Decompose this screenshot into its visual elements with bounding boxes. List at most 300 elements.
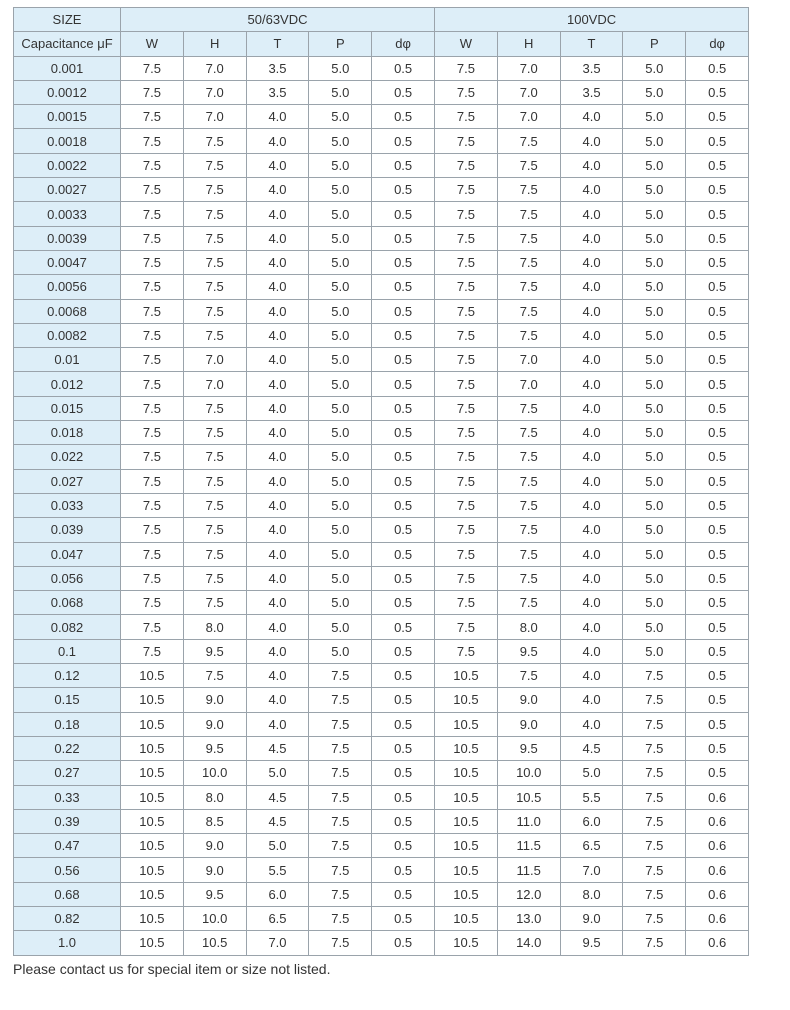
dimension-cell: 4.5	[246, 809, 309, 833]
dimension-cell: 10.5	[435, 761, 498, 785]
column-header-d: dφ	[686, 32, 749, 56]
dimension-cell: 7.5	[183, 202, 246, 226]
dimension-cell: 4.0	[246, 105, 309, 129]
dimension-cell: 4.0	[560, 542, 623, 566]
capacitance-cell: 0.068	[14, 591, 121, 615]
dimension-cell: 7.5	[497, 275, 560, 299]
table-row	[14, 591, 749, 615]
dimension-cell: 14.0	[497, 931, 560, 955]
dimension-cell: 0.5	[372, 834, 435, 858]
dimension-cell: 0.5	[686, 688, 749, 712]
dimension-cell: 7.5	[309, 834, 372, 858]
dimension-cell: 5.0	[309, 323, 372, 347]
dimension-cell: 4.0	[246, 153, 309, 177]
dimension-cell: 0.5	[372, 129, 435, 153]
dimension-cell: 0.5	[686, 299, 749, 323]
column-header-p: P	[623, 32, 686, 56]
dimension-cell: 0.5	[372, 299, 435, 323]
table-row	[14, 518, 749, 542]
dimension-cell: 0.5	[372, 639, 435, 663]
dimension-cell: 4.0	[560, 226, 623, 250]
capacitance-cell: 1.0	[14, 931, 121, 955]
dimension-cell: 4.5	[246, 785, 309, 809]
dimension-cell: 7.5	[623, 809, 686, 833]
dimension-cell: 9.0	[183, 834, 246, 858]
capacitance-cell: 0.056	[14, 566, 121, 590]
dimension-cell: 5.0	[309, 250, 372, 274]
capacitance-header: Capacitance μF	[14, 32, 121, 56]
dimension-cell: 7.5	[183, 421, 246, 445]
dimension-cell: 4.5	[246, 736, 309, 760]
dimension-cell: 0.5	[686, 153, 749, 177]
dimension-cell: 0.5	[686, 445, 749, 469]
dimension-cell: 7.5	[121, 178, 184, 202]
dimension-cell: 0.5	[372, 591, 435, 615]
dimension-cell: 9.5	[497, 639, 560, 663]
dimension-cell: 7.5	[183, 250, 246, 274]
dimension-cell: 7.5	[183, 275, 246, 299]
dimension-cell: 0.5	[686, 348, 749, 372]
dimension-cell: 5.0	[309, 80, 372, 104]
dimension-cell: 7.5	[121, 591, 184, 615]
table-row	[14, 469, 749, 493]
dimension-cell: 0.6	[686, 858, 749, 882]
dimension-cell: 10.5	[121, 858, 184, 882]
dimension-cell: 5.0	[623, 275, 686, 299]
dimension-cell: 4.0	[560, 566, 623, 590]
dimension-cell: 4.0	[246, 129, 309, 153]
dimension-cell: 7.5	[435, 566, 498, 590]
capacitance-cell: 0.27	[14, 761, 121, 785]
capacitance-cell: 0.0027	[14, 178, 121, 202]
table-row	[14, 882, 749, 906]
dimension-cell: 8.0	[560, 882, 623, 906]
dimension-cell: 10.5	[435, 858, 498, 882]
dimension-cell: 5.0	[560, 761, 623, 785]
dimension-cell: 7.5	[309, 736, 372, 760]
dimension-cell: 7.5	[121, 372, 184, 396]
table-row	[14, 615, 749, 639]
dimension-cell: 7.0	[497, 80, 560, 104]
dimension-cell: 5.0	[623, 615, 686, 639]
dimension-cell: 0.5	[372, 372, 435, 396]
dimension-cell: 5.0	[309, 615, 372, 639]
dimension-cell: 4.0	[246, 372, 309, 396]
dimension-cell: 7.5	[497, 299, 560, 323]
dimension-cell: 5.0	[623, 105, 686, 129]
dimension-cell: 5.0	[623, 202, 686, 226]
dimension-cell: 4.0	[560, 664, 623, 688]
dimension-cell: 7.0	[497, 105, 560, 129]
dimension-cell: 0.5	[372, 445, 435, 469]
dimension-cell: 0.5	[686, 105, 749, 129]
dimension-cell: 0.5	[372, 736, 435, 760]
dimension-cell: 7.5	[121, 493, 184, 517]
column-header-w: W	[121, 32, 184, 56]
dimension-cell: 10.5	[121, 931, 184, 955]
dimension-cell: 5.0	[309, 591, 372, 615]
dimension-cell: 7.5	[121, 56, 184, 80]
dimension-cell: 7.5	[183, 518, 246, 542]
dimension-cell: 7.5	[497, 445, 560, 469]
table-row	[14, 178, 749, 202]
dimension-cell: 7.5	[623, 736, 686, 760]
dimension-cell: 5.0	[623, 226, 686, 250]
dimension-cell: 0.5	[372, 664, 435, 688]
column-header-d: dφ	[372, 32, 435, 56]
table-row	[14, 80, 749, 104]
dimension-cell: 7.5	[435, 591, 498, 615]
dimension-cell: 7.0	[497, 56, 560, 80]
dimension-cell: 7.5	[183, 226, 246, 250]
dimension-cell: 0.5	[372, 226, 435, 250]
dimension-cell: 7.5	[121, 250, 184, 274]
dimension-cell: 5.0	[309, 493, 372, 517]
dimension-cell: 4.0	[560, 639, 623, 663]
dimension-cell: 5.0	[309, 372, 372, 396]
dimension-cell: 0.5	[372, 323, 435, 347]
dimension-cell: 0.5	[372, 858, 435, 882]
dimension-cell: 0.5	[686, 542, 749, 566]
dimension-cell: 4.0	[560, 445, 623, 469]
dimension-cell: 5.0	[309, 542, 372, 566]
capacitance-cell: 0.47	[14, 834, 121, 858]
capacitance-cell: 0.0047	[14, 250, 121, 274]
dimension-cell: 9.0	[183, 712, 246, 736]
dimension-cell: 7.5	[435, 178, 498, 202]
dimension-cell: 4.0	[560, 615, 623, 639]
dimension-cell: 7.5	[121, 129, 184, 153]
dimension-cell: 5.0	[309, 348, 372, 372]
dimension-cell: 5.0	[623, 372, 686, 396]
dimension-cell: 7.0	[183, 372, 246, 396]
dimension-cell: 5.0	[623, 250, 686, 274]
dimension-cell: 7.5	[121, 639, 184, 663]
column-header-t: T	[560, 32, 623, 56]
dimension-cell: 7.5	[435, 615, 498, 639]
dimension-cell: 7.5	[497, 396, 560, 420]
dimension-cell: 0.5	[372, 396, 435, 420]
dimension-cell: 4.0	[560, 105, 623, 129]
capacitance-cell: 0.18	[14, 712, 121, 736]
dimension-cell: 9.5	[497, 736, 560, 760]
dimension-cell: 0.5	[372, 153, 435, 177]
capacitance-cell: 0.68	[14, 882, 121, 906]
dimension-cell: 10.5	[121, 664, 184, 688]
dimension-cell: 5.0	[623, 493, 686, 517]
table-row	[14, 56, 749, 80]
dimension-cell: 7.5	[183, 445, 246, 469]
table-row	[14, 639, 749, 663]
column-header-p: P	[309, 32, 372, 56]
capacitance-cell: 0.82	[14, 906, 121, 930]
dimension-cell: 8.0	[183, 785, 246, 809]
dimension-cell: 10.5	[121, 761, 184, 785]
dimension-cell: 3.5	[246, 80, 309, 104]
dimension-cell: 7.0	[246, 931, 309, 955]
dimension-cell: 7.5	[435, 56, 498, 80]
dimension-cell: 0.6	[686, 785, 749, 809]
footer-note: Please contact us for special item or size not listed.	[13, 961, 331, 977]
table-row	[14, 834, 749, 858]
dimension-cell: 9.5	[183, 736, 246, 760]
dimension-cell: 5.0	[623, 566, 686, 590]
table-row	[14, 275, 749, 299]
dimension-cell: 9.5	[183, 639, 246, 663]
dimension-cell: 5.0	[309, 469, 372, 493]
dimension-cell: 13.0	[497, 906, 560, 930]
dimension-cell: 9.0	[183, 688, 246, 712]
dimension-cell: 7.5	[435, 250, 498, 274]
dimension-cell: 7.5	[435, 396, 498, 420]
dimension-cell: 4.0	[560, 518, 623, 542]
dimension-cell: 4.0	[560, 421, 623, 445]
dimension-cell: 7.5	[623, 761, 686, 785]
dimension-cell: 10.5	[121, 809, 184, 833]
header-row-groups	[14, 8, 749, 32]
dimension-cell: 7.5	[497, 323, 560, 347]
dimension-cell: 4.0	[246, 615, 309, 639]
dimension-cell: 9.5	[560, 931, 623, 955]
dimension-cell: 0.5	[686, 80, 749, 104]
dimension-cell: 10.5	[435, 809, 498, 833]
dimension-cell: 7.5	[435, 469, 498, 493]
dimension-cell: 5.0	[309, 396, 372, 420]
dimension-cell: 5.0	[623, 469, 686, 493]
dimension-cell: 4.0	[246, 493, 309, 517]
dimension-cell: 0.5	[686, 323, 749, 347]
dimension-cell: 4.0	[246, 275, 309, 299]
dimension-cell: 10.5	[435, 785, 498, 809]
dimension-cell: 4.0	[246, 542, 309, 566]
dimension-cell: 0.5	[372, 882, 435, 906]
dimension-cell: 7.5	[121, 299, 184, 323]
dimension-cell: 5.0	[623, 299, 686, 323]
dimension-cell: 7.5	[435, 445, 498, 469]
dimension-cell: 9.0	[183, 858, 246, 882]
dimension-cell: 4.0	[560, 591, 623, 615]
capacitance-cell: 0.0012	[14, 80, 121, 104]
dimension-cell: 5.0	[309, 518, 372, 542]
dimension-cell: 7.5	[435, 372, 498, 396]
dimension-cell: 7.5	[497, 202, 560, 226]
dimension-cell: 0.5	[686, 761, 749, 785]
dimension-cell: 5.0	[309, 445, 372, 469]
dimension-cell: 5.0	[309, 129, 372, 153]
dimension-cell: 5.0	[623, 542, 686, 566]
dimension-cell: 5.0	[623, 396, 686, 420]
dimension-cell: 7.5	[435, 493, 498, 517]
capacitance-cell: 0.33	[14, 785, 121, 809]
dimension-cell: 7.5	[623, 688, 686, 712]
dimension-cell: 0.5	[686, 591, 749, 615]
dimension-cell: 0.6	[686, 931, 749, 955]
dimension-cell: 10.5	[121, 882, 184, 906]
dimension-cell: 0.6	[686, 906, 749, 930]
table-row	[14, 153, 749, 177]
dimension-cell: 5.0	[623, 445, 686, 469]
dimension-cell: 5.5	[246, 858, 309, 882]
dimension-cell: 0.5	[372, 421, 435, 445]
dimension-cell: 7.5	[497, 226, 560, 250]
dimension-cell: 9.0	[497, 688, 560, 712]
dimension-cell: 4.0	[246, 639, 309, 663]
capacitance-cell: 0.0018	[14, 129, 121, 153]
dimension-cell: 0.5	[686, 518, 749, 542]
dimension-cell: 7.5	[121, 80, 184, 104]
capacitance-cell: 0.1	[14, 639, 121, 663]
dimension-cell: 4.0	[560, 275, 623, 299]
capacitance-cell: 0.012	[14, 372, 121, 396]
dimension-cell: 4.0	[560, 250, 623, 274]
dimension-cell: 3.5	[560, 56, 623, 80]
dimension-cell: 7.5	[497, 493, 560, 517]
dimension-cell: 3.5	[246, 56, 309, 80]
dimension-cell: 5.0	[623, 348, 686, 372]
dimension-cell: 7.5	[623, 882, 686, 906]
capacitor-size-table	[13, 7, 749, 956]
dimension-cell: 0.5	[372, 105, 435, 129]
dimension-cell: 4.0	[560, 153, 623, 177]
dimension-cell: 7.5	[623, 785, 686, 809]
dimension-cell: 5.0	[309, 566, 372, 590]
table-row	[14, 931, 749, 955]
dimension-cell: 7.5	[121, 615, 184, 639]
dimension-cell: 7.5	[497, 469, 560, 493]
dimension-cell: 10.0	[183, 761, 246, 785]
dimension-cell: 7.5	[309, 931, 372, 955]
dimension-cell: 7.5	[435, 323, 498, 347]
dimension-cell: 7.5	[435, 80, 498, 104]
dimension-cell: 7.5	[309, 664, 372, 688]
column-header-t: T	[246, 32, 309, 56]
dimension-cell: 5.0	[623, 178, 686, 202]
table-row	[14, 906, 749, 930]
dimension-cell: 6.0	[246, 882, 309, 906]
dimension-cell: 5.0	[309, 202, 372, 226]
table-row	[14, 858, 749, 882]
dimension-cell: 7.5	[309, 809, 372, 833]
capacitance-cell: 0.022	[14, 445, 121, 469]
dimension-cell: 0.5	[372, 785, 435, 809]
dimension-cell: 4.0	[246, 445, 309, 469]
table-row	[14, 761, 749, 785]
dimension-cell: 7.5	[183, 178, 246, 202]
dimension-cell: 4.0	[560, 396, 623, 420]
dimension-cell: 0.5	[686, 275, 749, 299]
table-row	[14, 542, 749, 566]
dimension-cell: 0.5	[686, 250, 749, 274]
capacitance-cell: 0.0039	[14, 226, 121, 250]
dimension-cell: 7.5	[121, 421, 184, 445]
dimension-cell: 0.5	[372, 275, 435, 299]
capacitance-cell: 0.082	[14, 615, 121, 639]
dimension-cell: 7.5	[623, 834, 686, 858]
dimension-cell: 0.5	[372, 202, 435, 226]
dimension-cell: 10.5	[121, 785, 184, 809]
column-header-w: W	[435, 32, 498, 56]
dimension-cell: 7.0	[183, 348, 246, 372]
dimension-cell: 7.0	[560, 858, 623, 882]
dimension-cell: 5.0	[309, 56, 372, 80]
dimension-cell: 7.0	[183, 80, 246, 104]
dimension-cell: 5.0	[623, 639, 686, 663]
dimension-cell: 7.5	[183, 469, 246, 493]
dimension-cell: 4.5	[560, 736, 623, 760]
dimension-cell: 7.5	[435, 542, 498, 566]
dimension-cell: 7.5	[309, 688, 372, 712]
dimension-cell: 10.5	[121, 688, 184, 712]
capacitance-cell: 0.12	[14, 664, 121, 688]
dimension-cell: 7.5	[183, 542, 246, 566]
dimension-cell: 4.0	[246, 688, 309, 712]
dimension-cell: 9.0	[497, 712, 560, 736]
table-row	[14, 372, 749, 396]
capacitance-cell: 0.15	[14, 688, 121, 712]
dimension-cell: 5.0	[309, 226, 372, 250]
dimension-cell: 0.5	[372, 615, 435, 639]
dimension-cell: 0.5	[372, 469, 435, 493]
dimension-cell: 0.5	[686, 202, 749, 226]
dimension-cell: 7.5	[497, 664, 560, 688]
dimension-cell: 7.5	[435, 639, 498, 663]
dimension-cell: 4.0	[560, 688, 623, 712]
dimension-cell: 0.5	[686, 226, 749, 250]
table-body	[14, 56, 749, 955]
dimension-cell: 7.5	[435, 518, 498, 542]
dimension-cell: 7.5	[183, 129, 246, 153]
dimension-cell: 8.0	[183, 615, 246, 639]
dimension-cell: 5.0	[246, 761, 309, 785]
header-row-columns	[14, 32, 749, 56]
dimension-cell: 0.5	[686, 566, 749, 590]
capacitance-cell: 0.001	[14, 56, 121, 80]
dimension-cell: 10.5	[497, 785, 560, 809]
dimension-cell: 7.5	[121, 469, 184, 493]
dimension-cell: 4.0	[246, 202, 309, 226]
dimension-cell: 10.5	[121, 736, 184, 760]
dimension-cell: 3.5	[560, 80, 623, 104]
dimension-cell: 10.5	[121, 712, 184, 736]
dimension-cell: 10.0	[497, 761, 560, 785]
dimension-cell: 7.5	[121, 518, 184, 542]
capacitance-cell: 0.0015	[14, 105, 121, 129]
dimension-cell: 4.0	[246, 469, 309, 493]
dimension-cell: 4.0	[560, 348, 623, 372]
dimension-cell: 0.5	[372, 931, 435, 955]
dimension-cell: 7.5	[121, 445, 184, 469]
capacitance-cell: 0.0056	[14, 275, 121, 299]
capacitance-cell: 0.01	[14, 348, 121, 372]
dimension-cell: 5.0	[309, 639, 372, 663]
dimension-cell: 7.5	[497, 129, 560, 153]
dimension-cell: 7.5	[435, 105, 498, 129]
dimension-cell: 7.5	[435, 275, 498, 299]
dimension-cell: 7.5	[435, 129, 498, 153]
dimension-cell: 5.0	[309, 178, 372, 202]
table-row	[14, 396, 749, 420]
table-row	[14, 202, 749, 226]
dimension-cell: 4.0	[560, 202, 623, 226]
table-row	[14, 566, 749, 590]
dimension-cell: 10.5	[435, 712, 498, 736]
dimension-cell: 4.0	[560, 299, 623, 323]
dimension-cell: 10.0	[183, 906, 246, 930]
dimension-cell: 7.5	[309, 761, 372, 785]
dimension-cell: 4.0	[246, 323, 309, 347]
capacitance-cell: 0.015	[14, 396, 121, 420]
dimension-cell: 7.5	[435, 226, 498, 250]
